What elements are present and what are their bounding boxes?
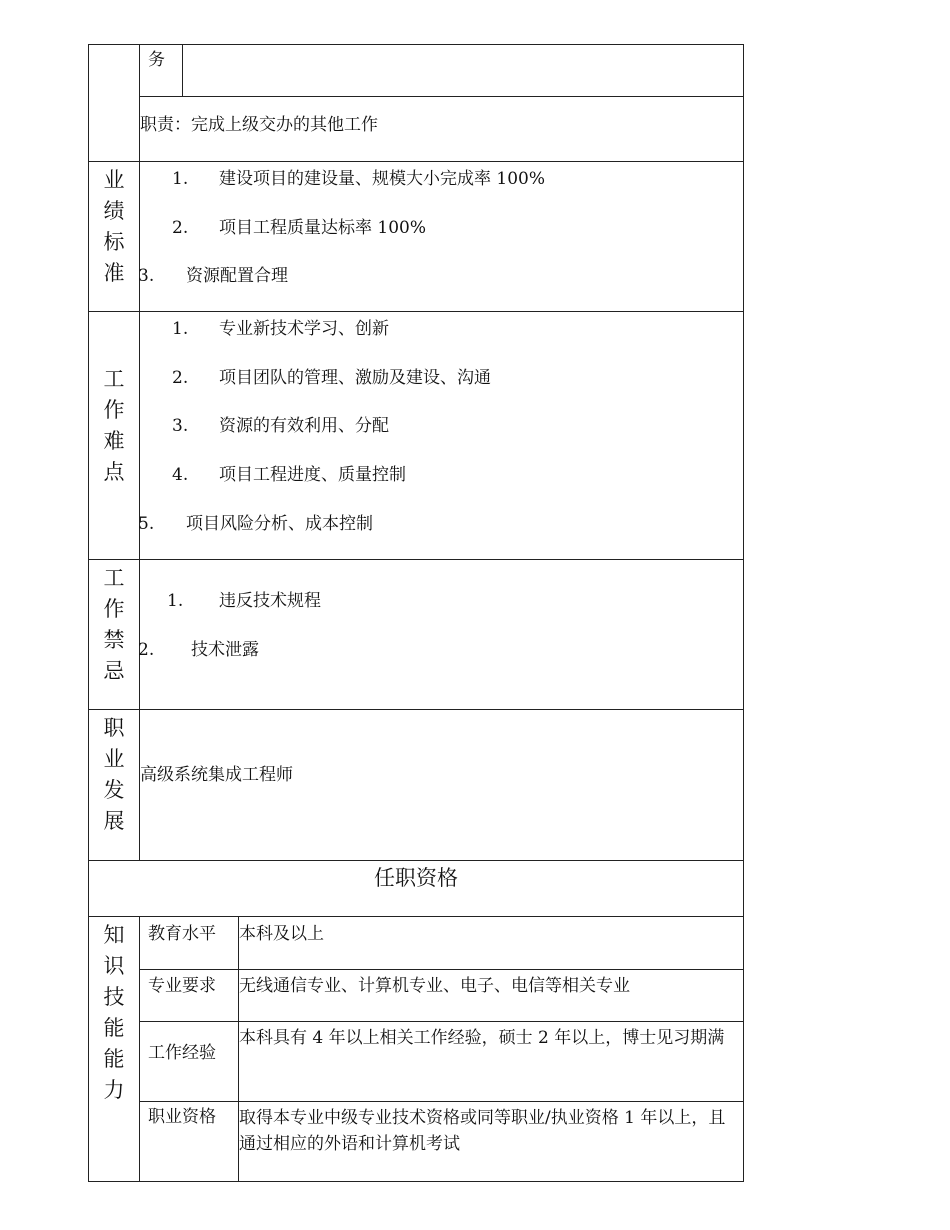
- list-item: 项目团队的管理、激励及建设、沟通: [219, 368, 491, 388]
- difficulties-label: 工 作 难 点: [103, 367, 125, 484]
- list-item-number: 1.: [172, 319, 189, 339]
- row-divider: [88, 559, 743, 560]
- list-item-number: 1.: [172, 169, 189, 189]
- list-item-number: 1.: [167, 591, 184, 611]
- list-item-number: 2.: [172, 218, 189, 238]
- list-item-number: 3.: [172, 416, 189, 436]
- list-item: 项目工程进度、质量控制: [219, 465, 406, 485]
- row-divider: [139, 1101, 743, 1102]
- duty-label-char: 务: [148, 50, 165, 70]
- list-item: 项目工程质量达标率 100%: [219, 218, 427, 238]
- qualification-value: 无线通信专业、计算机专业、电子、电信等相关专业: [239, 976, 630, 996]
- list-item-number: 5.: [138, 514, 155, 534]
- row-divider: [88, 311, 743, 312]
- qualification-key: 教育水平: [148, 924, 216, 944]
- career-label: 职 业 发 展: [103, 716, 125, 833]
- list-item: 资源的有效利用、分配: [219, 416, 389, 436]
- career-text: 高级系统集成工程师: [140, 765, 293, 785]
- row-divider: [88, 860, 743, 861]
- list-item: 建设项目的建设量、规模大小完成率 100%: [219, 169, 546, 189]
- list-item: 技术泄露: [191, 640, 259, 660]
- qualification-key: 职业资格: [148, 1107, 216, 1127]
- list-item-number: 4.: [172, 465, 189, 485]
- knowledge-skills-label: 知 识 技 能 能 力: [103, 923, 125, 1102]
- row-divider: [88, 161, 743, 162]
- list-item: 资源配置合理: [186, 266, 288, 286]
- row-divider: [139, 1021, 743, 1022]
- qualification-value: 取得本专业中级专业技术资格或同等职业/执业资格 1 年以上，且通过相应的外语和计算机考试: [239, 1108, 726, 1154]
- list-item: 专业新技术学习、创新: [219, 319, 389, 339]
- row-divider: [88, 916, 743, 917]
- qualification-value: 本科具有 4 年以上相关工作经验，硕士 2 年以上，博士见习期满: [239, 1028, 725, 1048]
- qualification-value: 本科及以上: [239, 924, 324, 944]
- other-duty-text: 职责：完成上级交办的其他工作: [140, 115, 378, 135]
- performance-label: 业 绩 标 准: [103, 168, 125, 285]
- row-divider: [139, 96, 743, 97]
- qualification-key: 专业要求: [148, 976, 216, 996]
- list-item-number: 2.: [138, 640, 155, 660]
- list-item: 违反技术规程: [219, 591, 321, 611]
- section-title: 任职资格: [374, 866, 458, 890]
- list-item: 项目风险分析、成本控制: [186, 514, 373, 534]
- column-divider: [139, 44, 140, 860]
- list-item-number: 3.: [138, 266, 155, 286]
- table-frame: [88, 44, 744, 1182]
- column-divider: [182, 44, 183, 96]
- row-divider: [88, 709, 743, 710]
- qualification-key: 工作经验: [148, 1043, 216, 1063]
- row-divider: [139, 969, 743, 970]
- column-divider: [139, 916, 140, 1181]
- taboos-label: 工 作 禁 忌: [103, 566, 125, 683]
- list-item-number: 2.: [172, 368, 189, 388]
